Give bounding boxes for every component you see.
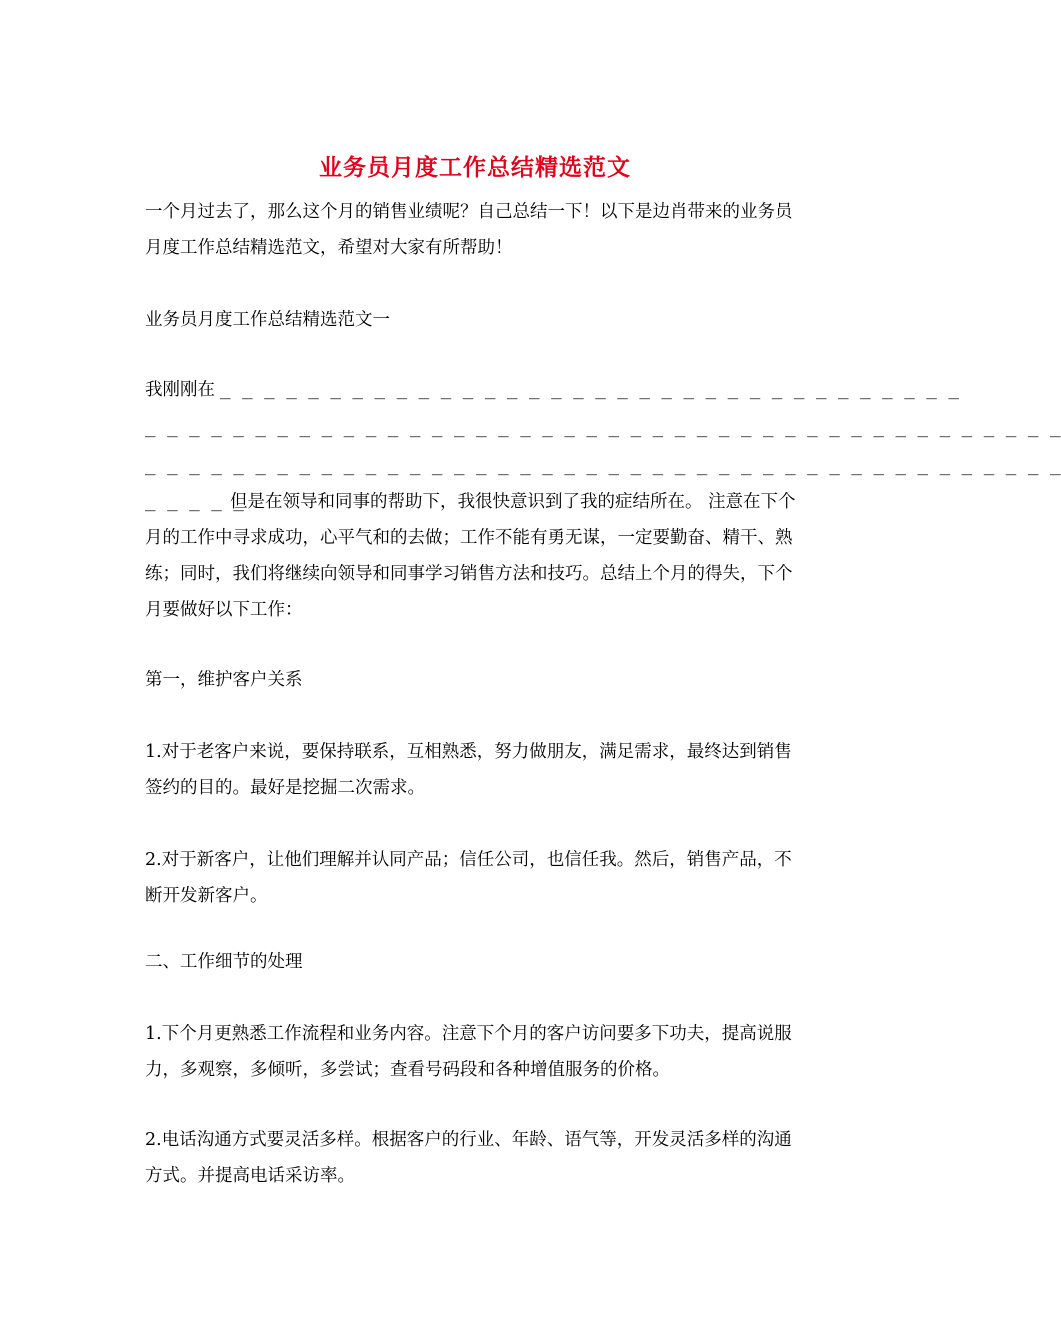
intro-paragraph: 一个月过去了，那么这个月的销售业绩呢？自己总结一下！以下是边肖带来的业务员月度工作总结精选范文，希望对大家有所帮助！ (145, 202, 793, 258)
part2-item-1: 1.下个月更熟悉工作流程和业务内容。注意下个月的客户访问要多下功夫，提高说服力，多观察，多倾听，多尝试；查看号码段和各种增值服务的价格。 (145, 1024, 792, 1080)
blank-dashes-line-1: _ _ _ _ _ _ _ _ _ _ _ _ _ _ _ _ _ _ _ _ _ _ _ _ _ _ _ _ _ _ _ _ _ _ (220, 380, 960, 400)
part2-heading: 二、工作细节的处理 (145, 952, 303, 972)
page-title: 业务员月度工作总结精选范文 (319, 154, 631, 181)
part2-item-2: 2.电话沟通方式要灵活多样。根据客户的行业、年龄、语气等，开发灵活多样的沟通方式。并提高电话采访率。 (145, 1130, 792, 1186)
blank-prefix: 我刚刚在 (145, 380, 215, 400)
section-heading: 业务员月度工作总结精选范文一 (145, 310, 390, 330)
part1-item-2: 2.对于新客户，让他们理解并认同产品；信任公司，也信任我。然后，销售产品，不断开发新客户。 (145, 850, 792, 906)
blank-dashes-line-3: _ _ _ _ _ _ _ _ _ _ _ _ _ _ _ _ _ _ _ _ _ _ _ _ _ _ _ _ _ _ _ _ _ _ _ _ _ _ _ _ _ _ (145, 456, 1061, 476)
blank-continuation: 但是在领导和同事的帮助下，我很快意识到了我的症结所在。 注意在下个月的工作中寻求成功，心平气和的去做；工作不能有勇无谋，一定要勤奋、精干、熟练；同时，我们将继续向领导和同事学习销售方法和技巧。总结上个月的得失，下个月要做好以下工作： (145, 492, 796, 620)
blank-dashes-line-2: _ _ _ _ _ _ _ _ _ _ _ _ _ _ _ _ _ _ _ _ _ _ _ _ _ _ _ _ _ _ _ _ _ _ _ _ _ _ _ _ _ _ (145, 418, 1061, 438)
blank-dashes-line-4: _ _ _ _ _ (145, 492, 245, 512)
part1-heading: 第一，维护客户关系 (145, 670, 303, 690)
part1-item-1: 1.对于老客户来说，要保持联系，互相熟悉，努力做朋友，满足需求，最终达到销售签约的目的。最好是挖掘二次需求。 (145, 742, 792, 798)
